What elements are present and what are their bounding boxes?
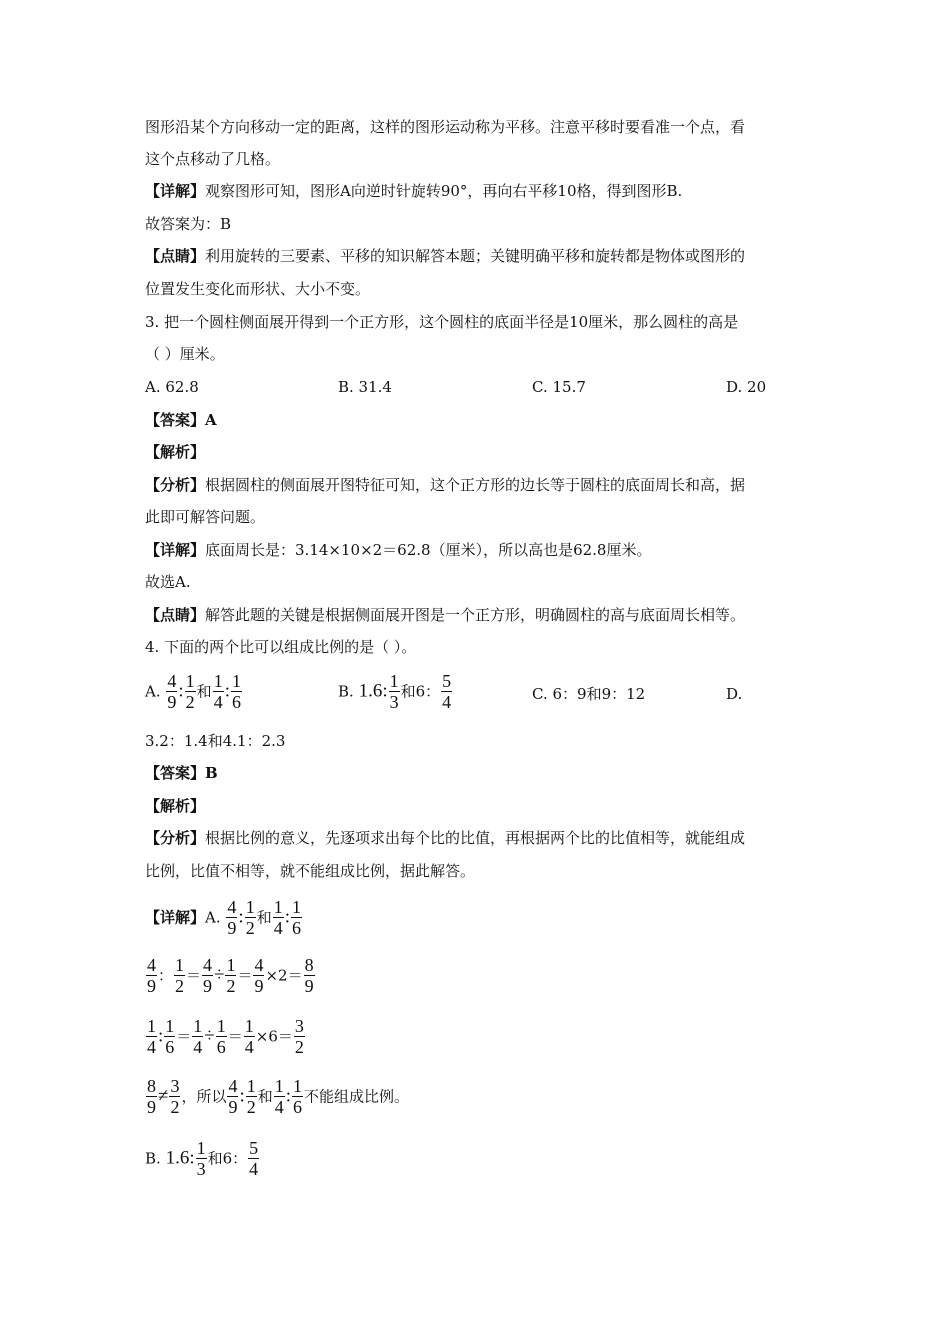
q3-answer: 【答案】A <box>145 411 217 429</box>
q4-option-a: A. $\frac{4}{9}$ : $\frac{1}{2}$ 和 $\frac{1}{4}$ : $\frac{1}{6}$ <box>145 671 241 712</box>
fraction: $\frac{1}{2}$ <box>245 897 255 938</box>
q3-choose: 故选A. <box>145 573 191 591</box>
q3-detail <box>145 540 651 560</box>
q2-point-1 <box>145 246 745 266</box>
colon: : <box>178 680 184 702</box>
q2-answer-line: 故答案为：B <box>145 215 232 233</box>
q3-analysis: 【解析】 <box>145 443 206 461</box>
fraction: $\frac{1}{6}$ <box>293 1076 303 1117</box>
point-text: 解答此题的关键是根据侧面展开图是一个正方形，明确圆柱的高与底面周长相等。 <box>205 606 746 624</box>
fraction: $\frac{1}{6}$ <box>165 1016 175 1057</box>
q4-calc-1: $\frac{4}{9}$ ： $\frac{1}{2}$ ＝ $\frac{4}{9}$ ÷ $\frac{1}{2}$ ＝ $\frac{4}{9}$ ×2＝ $\frac{8}{9}$ <box>147 955 314 996</box>
fraction: $\frac{1}{4}$ <box>274 1076 284 1117</box>
fraction: $\frac{1}{6}$ <box>231 671 241 712</box>
q4-calc-2: $\frac{1}{4}$ : $\frac{1}{6}$ ＝ $\frac{1}{4}$ ÷ $\frac{1}{6}$ ＝ $\frac{1}{4}$ ×6＝ $\frac{3}{2}$ <box>147 1016 304 1057</box>
fraction: $\frac{3}{2}$ <box>294 1016 304 1057</box>
fenxi-text: 根据圆柱的侧面展开图特征可知，这个正方形的边长等于圆柱的底面周长和高，据 <box>205 476 746 494</box>
q4-option-d-text: 3.2：1.4和4.1：2.3 <box>145 732 286 750</box>
q2-point-2: 位置发生变化而形状、大小不变。 <box>145 280 371 298</box>
detail-tag: 【详解】 <box>145 541 206 559</box>
fraction: $\frac{3}{2}$ <box>170 1076 180 1117</box>
q4-option-d-label: D. <box>726 685 743 703</box>
q4-option-c: C. 6：9和9：12 <box>532 685 646 703</box>
fraction: $\frac{1}{2}$ <box>226 955 236 996</box>
fraction: $\frac{1}{4}$ <box>213 671 223 712</box>
q3-fenxi-1 <box>145 475 745 495</box>
q4-detail-b: B. 1.6: $\frac{1}{3}$ 和6： $\frac{5}{4}$ <box>145 1138 259 1179</box>
fenxi-tag: 【分析】 <box>145 829 206 847</box>
fraction: $\frac{5}{4}$ <box>442 671 452 712</box>
fraction: $\frac{4}{9}$ <box>228 1076 238 1117</box>
fraction: $\frac{4}{9}$ <box>203 955 213 996</box>
q4-fenxi-2: 比例，比值不相等，就不能组成比例，据此解答。 <box>145 862 476 880</box>
fraction: $\frac{8}{9}$ <box>304 955 314 996</box>
q4-detail-a: 【详解】A. $\frac{4}{9}$ : $\frac{1}{2}$ 和 $\frac{1}{4}$ : $\frac{1}{6}$ <box>145 897 301 938</box>
fraction: $\frac{1}{2}$ <box>185 671 195 712</box>
fraction: $\frac{4}{9}$ <box>254 955 264 996</box>
fraction: $\frac{1}{4}$ <box>193 1016 203 1057</box>
fraction: $\frac{1}{4}$ <box>273 897 283 938</box>
detail-tag: 【详解】 <box>145 908 206 927</box>
detail-tag: 【详解】 <box>145 182 206 200</box>
q4-option-b: B. 1.6: $\frac{1}{3}$ 和6： $\frac{5}{4}$ <box>338 671 452 712</box>
fraction: $\frac{1}{6}$ <box>291 897 301 938</box>
fraction: $\frac{1}{3}$ <box>389 671 399 712</box>
detail-text: 底面周长是：3.14×10×2＝62.8（厘米），所以高也是62.8厘米。 <box>205 541 652 559</box>
fraction: $\frac{1}{4}$ <box>244 1016 254 1057</box>
q4-answer: 【答案】B <box>145 764 218 782</box>
fraction: $\frac{1}{3}$ <box>196 1138 206 1179</box>
intro-line-2: 这个点移动了几格。 <box>145 150 281 168</box>
q3-stem-1: 3. 把一个圆柱侧面展开得到一个正方形，这个圆柱的底面半径是10厘米，那么圆柱的高是 <box>145 313 739 331</box>
fraction: $\frac{8}{9}$ <box>147 1076 156 1117</box>
q4-fenxi-1 <box>145 828 745 848</box>
q3-fenxi-2: 此即可解答问题。 <box>145 508 266 526</box>
point-text: 利用旋转的三要素、平移的知识解答本题；关键明确平移和旋转都是物体或图形的 <box>205 247 746 265</box>
fraction: $\frac{1}{6}$ <box>216 1016 226 1057</box>
fraction: $\frac{5}{4}$ <box>249 1138 259 1179</box>
fraction: $\frac{1}{4}$ <box>147 1016 156 1057</box>
fraction: $\frac{4}{9}$ <box>227 897 237 938</box>
q3-option-c: C. 15.7 <box>532 378 586 396</box>
q2-detail <box>145 181 682 201</box>
detail-text: 观察图形可知，图形A向逆时针旋转90°，再向右平移10格，得到图形B. <box>205 182 683 200</box>
q3-option-a: A. 62.8 <box>145 378 199 396</box>
q4-stem: 4. 下面的两个比可以组成比例的是（ ）。 <box>145 638 417 656</box>
point-tag: 【点睛】 <box>145 606 206 624</box>
fraction: $\frac{1}{2}$ <box>246 1076 256 1117</box>
q3-option-b: B. 31.4 <box>338 378 392 396</box>
q3-stem-2: （ ）厘米。 <box>145 345 225 363</box>
q3-point <box>145 605 745 625</box>
q3-option-d: D. 20 <box>726 378 767 396</box>
fenxi-text: 根据比例的意义，先逐项求出每个比的比值，再根据两个比的比值相等，就能组成 <box>205 829 746 847</box>
point-tag: 【点睛】 <box>145 247 206 265</box>
intro-line-1: 图形沿某个方向移动一定的距离，这样的图形运动称为平移。注意平移时要看准一个点，看 <box>145 118 746 136</box>
fraction: $\frac{4}{9}$ <box>167 671 177 712</box>
q4-conclusion-a: $\frac{8}{9}$ ≠ $\frac{3}{2}$ ，所以 $\frac{4}{9}$ : $\frac{1}{2}$ 和 $\frac{1}{4}$ : $\frac{1}{6}$ 不能组成比例。 <box>147 1076 410 1117</box>
q4-analysis: 【解析】 <box>145 797 206 815</box>
fenxi-tag: 【分析】 <box>145 476 206 494</box>
fraction: $\frac{1}{2}$ <box>175 955 185 996</box>
colon: : <box>224 680 230 702</box>
fraction: $\frac{4}{9}$ <box>147 955 156 996</box>
